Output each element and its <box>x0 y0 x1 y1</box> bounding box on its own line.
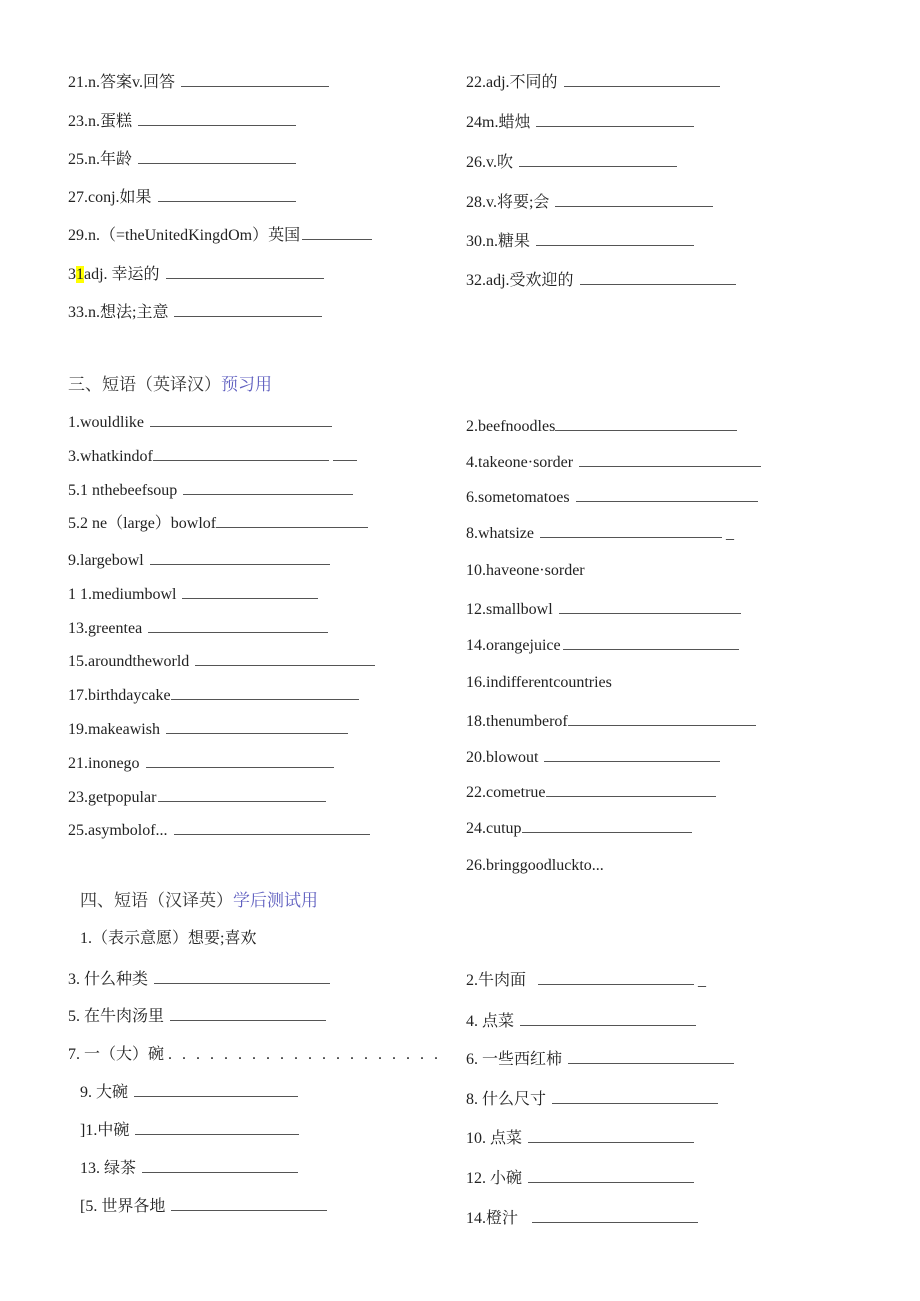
vocab-label: 30.n.糖果 <box>466 233 531 250</box>
answer-blank[interactable] <box>519 152 677 167</box>
vocab-item-26 <box>466 152 677 173</box>
phrase-label: 2.beefnoodles <box>466 418 556 435</box>
translation-label: 2.牛肉面 <box>466 972 527 989</box>
phrase-item <box>466 599 741 620</box>
phrase-label: 15.aroundtheworld <box>68 653 190 670</box>
phrase-item <box>68 480 353 501</box>
phrase-item <box>68 719 348 740</box>
phrase-item <box>68 446 357 467</box>
phrase-label: 5.1 nthebeefsoup <box>68 482 178 499</box>
phrase-label: 5.2 ne（large）bowlof <box>68 515 217 532</box>
answer-blank[interactable] <box>138 111 296 126</box>
phrase-label: 9.largebowl <box>68 552 144 569</box>
answer-blank[interactable] <box>183 480 353 495</box>
vocab-label: 25.n.年龄 <box>68 151 133 168</box>
translation-item <box>80 1120 299 1141</box>
translation-item <box>80 1082 298 1103</box>
phrase-label: 12.smallbowl <box>466 601 553 618</box>
answer-blank[interactable] <box>170 1006 326 1021</box>
answer-blank[interactable] <box>576 487 758 502</box>
phrase-item <box>466 452 761 473</box>
section-3-heading <box>68 374 272 396</box>
translation-label: ]1.中碗 <box>80 1122 130 1139</box>
phrase-item <box>466 416 737 437</box>
answer-blank[interactable] <box>150 550 330 565</box>
phrase-item <box>68 753 334 774</box>
phrase-label: 26.bringgoodluckto... <box>466 857 604 874</box>
answer-blank[interactable] <box>540 523 722 538</box>
vocab-label: 26.v.吹 <box>466 154 513 171</box>
answer-blank[interactable] <box>302 225 372 240</box>
answer-blank[interactable] <box>181 72 329 87</box>
phrase-item <box>466 782 716 803</box>
answer-blank[interactable] <box>158 187 296 202</box>
answer-blank[interactable] <box>568 1049 734 1064</box>
phrase-label: 6.sometomatoes <box>466 489 570 506</box>
answer-blank[interactable] <box>166 719 348 734</box>
answer-blank[interactable] <box>148 618 328 633</box>
answer-blank[interactable] <box>563 635 739 650</box>
answer-blank[interactable] <box>150 412 332 427</box>
answer-blank[interactable] <box>579 452 761 467</box>
translation-item <box>80 1196 327 1217</box>
vocab-item-31 <box>68 264 324 285</box>
phrase-item <box>68 412 332 433</box>
vocab-label: 28.v.将要;会 <box>466 194 550 211</box>
vocab-label: 24m.蜡烛 <box>466 114 531 131</box>
phrase-label: 4.takeone·sorder <box>466 454 574 471</box>
answer-blank[interactable] <box>154 969 330 984</box>
answer-blank[interactable] <box>195 651 375 666</box>
answer-blank[interactable] <box>532 1208 698 1223</box>
phrase-label: 21.inonego <box>68 755 140 772</box>
phrase-label: 13.greentea <box>68 620 143 637</box>
translation-item <box>68 1045 441 1065</box>
answer-blank[interactable] <box>182 584 318 599</box>
translation-item <box>466 1168 694 1189</box>
vocab-item-21 <box>68 72 329 93</box>
translation-label: 1.（表示意愿）想要;喜欢 <box>80 930 257 947</box>
phrase-item <box>68 584 318 605</box>
phrase-label: 10.haveone·sorder <box>466 562 585 579</box>
vocab-item-24 <box>466 112 694 133</box>
answer-blank[interactable] <box>538 970 694 985</box>
translation-label: 12. 小碗 <box>466 1170 523 1187</box>
translation-label: 6. 一些西红柿 <box>466 1051 563 1068</box>
answer-blank[interactable] <box>166 264 324 279</box>
phrase-label: 8.whatsize <box>466 525 534 542</box>
phrase-label: 18.thenumberof <box>466 713 568 730</box>
answer-blank[interactable] <box>174 302 322 317</box>
translation-item <box>466 1208 698 1229</box>
translation-label: 3. 什么种类 <box>68 971 149 988</box>
trailing-underscore: _ <box>698 972 707 989</box>
phrase-label: 25.asymbolof... <box>68 822 168 839</box>
vocab-label: adj. 幸运的 <box>84 266 160 283</box>
phrase-label: 1.wouldlike <box>68 414 144 431</box>
trailing-underscore: _ <box>725 525 734 542</box>
phrase-item <box>466 487 758 508</box>
answer-blank[interactable] <box>522 818 692 833</box>
phrase-label: 24.cutup <box>466 820 522 837</box>
phrase-item <box>68 651 375 672</box>
translation-item <box>466 1011 696 1032</box>
answer-blank[interactable] <box>546 782 716 797</box>
answer-blank[interactable] <box>528 1168 694 1183</box>
phrase-item <box>68 513 368 534</box>
translation-item <box>466 970 706 991</box>
answer-blank[interactable] <box>568 711 756 726</box>
answer-blank[interactable] <box>544 747 720 762</box>
phrase-label: 22.cometrue <box>466 784 546 801</box>
translation-label: 14.橙汁 <box>466 1210 519 1227</box>
phrase-item <box>466 561 585 581</box>
phrase-label: 1 1.mediumbowl <box>68 586 177 603</box>
translation-label: 5. 在牛肉汤里 <box>68 1008 165 1025</box>
answer-blank[interactable] <box>552 1089 718 1104</box>
answer-blank[interactable] <box>138 149 296 164</box>
vocab-label: 21.n.答案v.回答 <box>68 74 175 91</box>
phrase-item <box>466 523 734 544</box>
answer-blank[interactable] <box>555 416 737 431</box>
section-title: 三、短语（英译汉） <box>68 375 221 394</box>
phrase-item <box>68 787 326 808</box>
vocab-label: 22.adj.不同的 <box>466 74 558 91</box>
translation-label: 10. 点菜 <box>466 1130 523 1147</box>
phrase-item <box>68 550 330 571</box>
translation-label: 4. 点菜 <box>466 1013 515 1030</box>
phrase-item <box>466 856 604 876</box>
answer-blank[interactable] <box>216 513 368 528</box>
vocab-item-30 <box>466 231 694 252</box>
translation-label: 13. 绿茶 <box>80 1160 137 1177</box>
section-title: 四、短语（汉译英） <box>80 891 233 910</box>
translation-item <box>466 1049 734 1070</box>
answer-blank[interactable] <box>580 270 736 285</box>
translation-label: [5. 世界各地 <box>80 1198 166 1215</box>
phrase-item <box>466 635 739 656</box>
answer-blank[interactable] <box>134 1082 298 1097</box>
answer-blank[interactable] <box>520 1011 696 1026</box>
translation-item <box>466 1128 694 1149</box>
translation-item <box>466 1089 718 1110</box>
translation-item <box>80 929 256 949</box>
dotted-leader: . . . . . . . . . . . . . . . . . . . . <box>168 1046 442 1063</box>
vocab-item-25 <box>68 149 296 170</box>
vocab-item-33 <box>68 302 322 323</box>
answer-blank[interactable] <box>142 1158 298 1173</box>
phrase-item <box>466 711 756 732</box>
vocab-item-27 <box>68 187 296 208</box>
vocab-item-22 <box>466 72 720 93</box>
section-note: 预习用 <box>221 375 272 394</box>
answer-blank[interactable] <box>555 192 713 207</box>
answer-blank[interactable] <box>158 787 326 802</box>
phrase-item <box>68 820 370 841</box>
answer-blank[interactable] <box>536 112 694 127</box>
section-note: 学后测试用 <box>233 891 318 910</box>
phrase-label: 16.indifferentcountries <box>466 674 612 691</box>
vocab-label: 23.n.蛋糕 <box>68 113 133 130</box>
vocab-item-28 <box>466 192 713 213</box>
translation-item <box>68 969 330 990</box>
answer-blank[interactable] <box>171 685 359 700</box>
vocab-item-29 <box>68 225 372 246</box>
answer-blank-tail <box>333 446 357 461</box>
translation-label: 8. 什么尺寸 <box>466 1091 547 1108</box>
phrase-item <box>68 685 359 706</box>
phrase-item <box>466 673 612 693</box>
answer-blank[interactable] <box>153 446 329 461</box>
answer-blank[interactable] <box>171 1196 327 1211</box>
phrase-item <box>466 818 692 839</box>
vocab-label: 27.conj.如果 <box>68 189 152 206</box>
vocab-label: 32.adj.受欢迎的 <box>466 272 574 289</box>
answer-blank[interactable] <box>559 599 741 614</box>
answer-blank[interactable] <box>146 753 334 768</box>
phrase-item <box>466 747 720 768</box>
phrase-item <box>68 618 328 639</box>
answer-blank[interactable] <box>536 231 694 246</box>
vocab-label: 29.n.（=theUnitedKingdOm）英国 <box>68 227 301 244</box>
answer-blank[interactable] <box>528 1128 694 1143</box>
phrase-label: 23.getpopular <box>68 789 157 806</box>
answer-blank[interactable] <box>135 1120 299 1135</box>
phrase-label: 20.blowout <box>466 749 539 766</box>
translation-label: 7. 一（大）碗 <box>68 1046 165 1063</box>
translation-item <box>80 1158 298 1179</box>
vocab-item-23 <box>68 111 296 132</box>
vocab-item-32 <box>466 270 736 291</box>
phrase-label: 14.orangejuice <box>466 637 561 654</box>
translation-label: 9. 大碗 <box>80 1084 129 1101</box>
vocab-number-prefix: 3 <box>68 266 76 283</box>
phrase-label: 17.birthdaycake <box>68 687 171 704</box>
translation-item <box>68 1006 326 1027</box>
highlight-mark: 1 <box>76 266 84 283</box>
section-4-heading <box>80 890 318 912</box>
answer-blank[interactable] <box>564 72 720 87</box>
phrase-label: 19.makeawish <box>68 721 160 738</box>
answer-blank[interactable] <box>174 820 370 835</box>
phrase-label: 3.whatkindof <box>68 448 153 465</box>
vocab-label: 33.n.想法;主意 <box>68 304 169 321</box>
